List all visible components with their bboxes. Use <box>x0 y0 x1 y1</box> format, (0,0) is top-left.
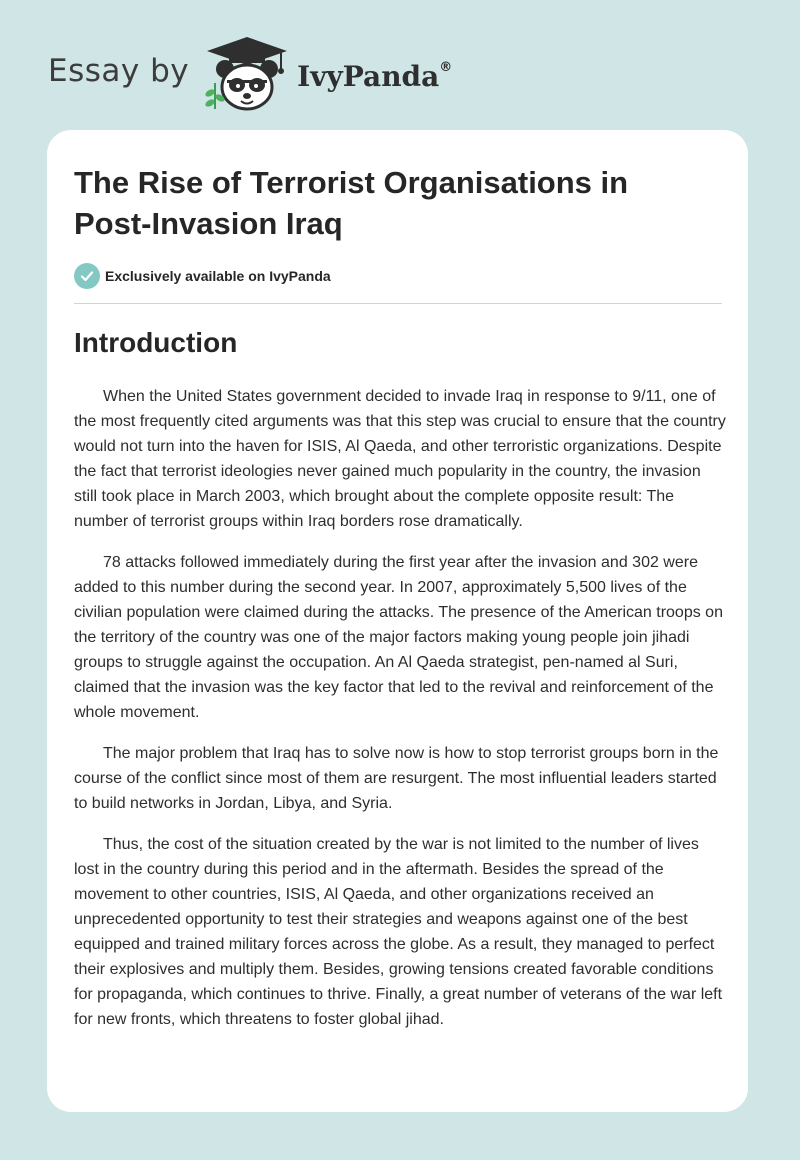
exclusive-label: Exclusively available on IvyPanda <box>105 268 331 284</box>
registered-mark: ® <box>439 60 453 76</box>
site-header <box>48 34 452 114</box>
section-heading: Introduction <box>74 327 238 358</box>
article-body <box>74 384 726 1048</box>
paragraph: When the United States government decided to invade Iraq in response to 9/11, one of the most frequently cited arguments was that this step was crucial to ensure that the country would not turn into the haven for ISIS, Al Qaeda, and other terroristic organizations. Despite the fact that terrorist ideologies never gained much popularity in the country, the invasion still took place in March 2003, which brought about the complete opposite result: The number of terrorist groups within Iraq borders rose dramatically. <box>74 388 726 530</box>
panda-logo-icon[interactable] <box>201 35 293 113</box>
brand-name[interactable] <box>297 60 452 93</box>
checkmark-icon <box>74 263 100 289</box>
paragraph: 78 attacks followed immediately during the first year after the invasion and 302 were added to this number during the second year. In 2007, approximately 5,500 lives of the civilian population were claimed during the attacks. The presence of the American troops on the territory of the country was one of the major factors making young people join jihadi groups to struggle against the occupation. An Al Qaeda strategist, pen-named al Suri, claimed that the invasion was the key factor that led to the revival and reinforcement of the whole movement. <box>74 554 723 721</box>
page-title: The Rise of Terrorist Organisations in Post-Invasion Iraq <box>74 165 629 241</box>
essay-card <box>47 130 748 1112</box>
brand-name-text: IvyPanda <box>297 59 440 93</box>
essay-by-label: Essay by <box>48 53 190 89</box>
paragraph: Thus, the cost of the situation created by the war is not limited to the number of lives lost in the country during this period and in the aftermath. Besides the spread of the movement to other countries, ISIS, Al Qaeda, and other organizations received an unprecedented opportunity to test their strategies and weapons against one of the best equipped and trained military forces across the globe. As a result, they managed to perfect their explosives and multiply them. Besides, growing tensions created favorable conditions for propaganda, which continues to thrive. Finally, a great number of veterans of the war left for new fronts, which threatens to foster global jihad. <box>74 836 723 1028</box>
divider <box>74 303 722 304</box>
paragraph: The major problem that Iraq has to solve now is how to stop terrorist groups born in the course of the conflict since most of them are resurgent. The most influential leaders started to build networks in Jordan, Libya, and Syria. <box>74 745 719 812</box>
exclusive-badge <box>74 263 331 289</box>
